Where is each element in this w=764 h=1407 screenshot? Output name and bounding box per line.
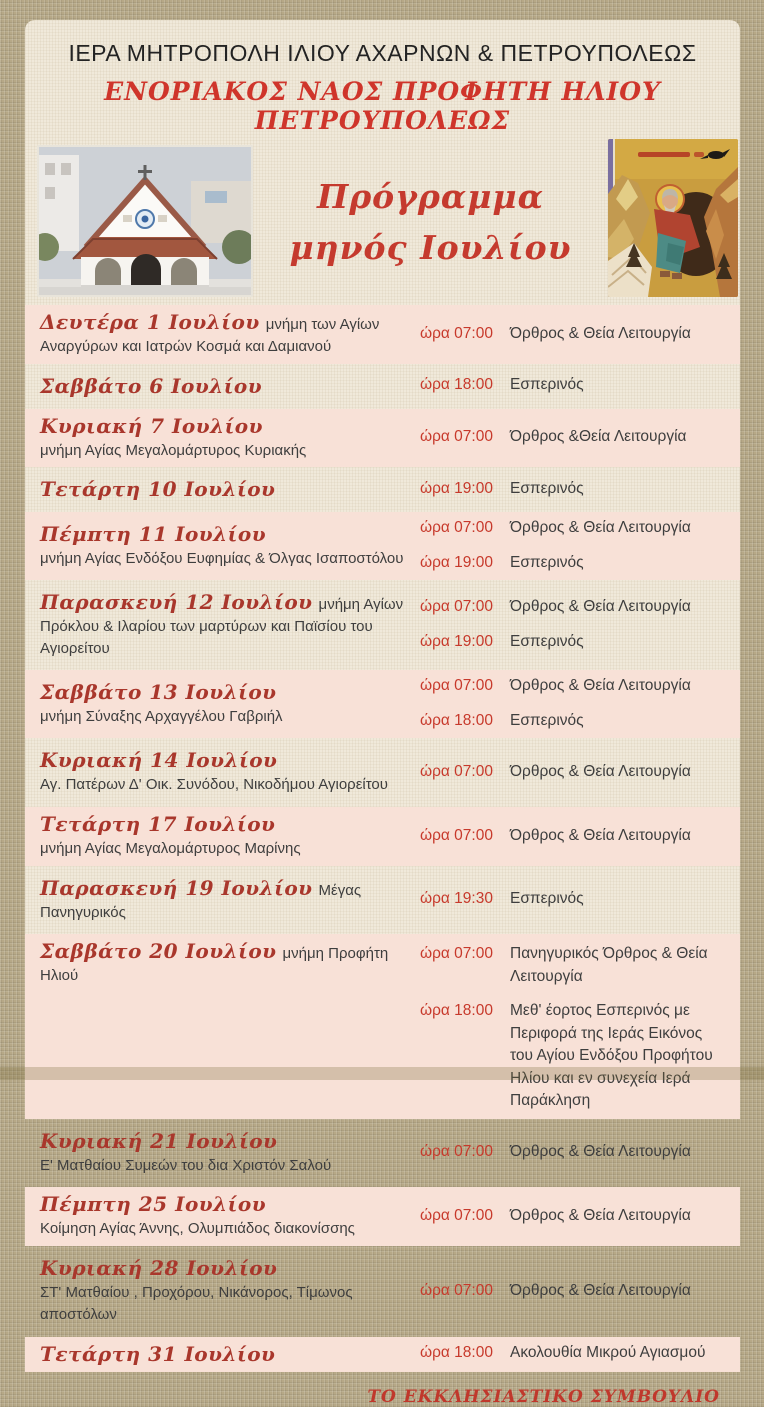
row-entries <box>420 596 728 653</box>
service-label: Όρθρος & Θεία Λειτουργία <box>510 1281 691 1299</box>
parish-title: ΕΝΟΡΙΑΚΟΣ ΝΑΟΣ ΠΡΟΦΗΤΗ ΗΛΙΟΥ ΠΕΤΡΟΥΠΟΛΕΩΣ <box>104 77 661 135</box>
row-description: μνήμη Αγίας Μεγαλομάρτυρος Κυριακής <box>40 441 307 459</box>
schedule-entry <box>420 1141 728 1163</box>
service-label: Όρθρος & Θεία Λειτουργία <box>510 598 691 616</box>
schedule-entry <box>420 888 728 910</box>
service-label: Όρθρος & Θεία Λειτουργία <box>510 763 691 781</box>
schedule-row <box>25 1337 740 1372</box>
metropolis-title: ΙΕΡΑ ΜΗΤΡΟΠΟΛΗ ΙΛΙΟΥ ΑΧΑΡΝΩΝ & ΠΕΤΡΟΥΠΟΛΕΩΣ <box>68 40 697 66</box>
schedule-entry <box>420 943 728 988</box>
time-label: ώρα 19:00 <box>420 632 493 650</box>
row-date: Κυριακή 28 Ιουλίου <box>40 1256 278 1281</box>
row-date: Πέμπτη 25 Ιουλίου <box>40 1192 267 1217</box>
row-date-description <box>40 680 420 728</box>
time-label: ώρα 19:00 <box>420 553 493 571</box>
schedule-entry <box>420 323 728 345</box>
row-date: Παρασκευή 12 Ιουλίου <box>40 590 313 615</box>
row-entries <box>420 1280 728 1302</box>
schedule-entry <box>420 710 728 732</box>
row-date-description <box>40 939 420 987</box>
time-label: ώρα 07:00 <box>420 1281 493 1299</box>
row-description: μνήμη Αγίας Μεγαλομάρτυρος Μαρίνης <box>40 840 301 858</box>
row-description: Αγ. Πατέρων Δ' Οικ. Συνόδου, Νικοδήμου Αγιορείτου <box>40 776 388 794</box>
service-label: Όρθρος & Θεία Λειτουργία <box>510 677 691 695</box>
service-label: Εσπερινός <box>510 553 584 571</box>
service-label: Όρθρος &Θεία Λειτουργία <box>510 428 687 446</box>
row-date: Κυριακή 7 Ιουλίου <box>40 413 263 438</box>
row-description: ΣΤ' Ματθαίου , Προχόρου, Νικάνορος, Τίμωνος αποστόλων <box>40 1284 353 1323</box>
schedule-row <box>25 305 740 364</box>
service-label: Εσπερινός <box>510 632 584 650</box>
church-photo <box>37 145 253 297</box>
program-title <box>253 145 608 273</box>
row-description: μνήμη Προφήτη Ηλιού <box>40 945 389 985</box>
row-entries <box>420 1205 728 1227</box>
row-entries <box>420 478 728 500</box>
time-label: ώρα 07:00 <box>420 428 493 446</box>
time-label: ώρα 07:00 <box>420 677 493 695</box>
row-entries <box>420 1141 728 1163</box>
program-title-line1: Πρόγραμμα <box>317 177 544 216</box>
schedule-row <box>25 807 740 866</box>
schedule-entry <box>420 1280 728 1302</box>
schedule-row <box>25 871 740 930</box>
row-date: Σαββάτο 6 Ιουλίου <box>40 373 263 398</box>
row-description: μνήμη Αγίας Ενδόξου Ευφημίας & Όλγας Ισαποστόλου <box>40 549 404 567</box>
schedule-row <box>25 369 740 404</box>
service-label: Όρθρος & Θεία Λειτουργία <box>510 1143 691 1161</box>
schedule-entry <box>420 517 728 539</box>
program-title-line2: μηνός Ιουλίου <box>289 228 572 268</box>
schedule-entry <box>420 825 728 847</box>
time-label: ώρα 07:00 <box>420 1207 493 1225</box>
row-date: Τετάρτη 17 Ιουλίου <box>40 812 276 837</box>
row-date-description <box>40 1256 420 1326</box>
row-entries <box>420 761 728 783</box>
time-label: ώρα 19:00 <box>420 480 493 498</box>
row-date-description <box>40 876 420 924</box>
schedule <box>25 305 740 1372</box>
time-label: ώρα 18:00 <box>420 1344 493 1362</box>
row-description: μνήμη των Αγίων Αναργύρων και Ιατρών Κοσμά και Δαμιανού <box>40 316 380 355</box>
row-date-description <box>40 414 420 462</box>
row-date-description <box>40 374 420 398</box>
time-label: ώρα 18:00 <box>420 711 493 729</box>
hero-section <box>25 143 740 297</box>
row-date: Δευτέρα 1 Ιουλίου <box>40 310 260 334</box>
row-entries <box>420 426 728 448</box>
row-date: Τετάρτη 10 Ιουλίου <box>40 477 276 502</box>
service-label: Μεθ' έορτος Εσπερινός με Περιφορά της Ιεράς Εικόνος του Αγίου Ενδόξου Προφήτου Ηλίου και εν συνεχεία Ιερά Παράκληση <box>510 1002 713 1110</box>
row-description: Μέγας Πανηγυρικός <box>40 881 362 921</box>
service-label: Εσπερινός <box>510 480 584 498</box>
row-entries <box>420 939 728 1112</box>
row-date: Σαββάτο 20 Ιουλίου <box>40 939 277 964</box>
row-date-description <box>40 1192 420 1240</box>
row-description: Κοίμηση Αγίας Άννης, Ολυμπιάδος διακονίσσης <box>40 1220 355 1238</box>
row-date-description <box>40 1342 420 1366</box>
service-label: Εσπερινός <box>510 376 584 394</box>
row-entries <box>420 517 728 574</box>
service-label: Ακολουθία Μικρού Αγιασμού <box>510 1344 706 1362</box>
row-date-description <box>40 477 420 501</box>
row-entries <box>420 374 728 396</box>
row-date: Σαββάτο 13 Ιουλίου <box>40 680 277 705</box>
service-label: Όρθρος & Θεία Λειτουργία <box>510 324 691 342</box>
schedule-row <box>25 1251 740 1332</box>
schedule-entry <box>420 478 728 500</box>
row-description: μνήμη Αγίων Πρόκλου & Ιλαρίου των μαρτύρων και Παϊσίου του Αγιορείτου <box>40 596 404 657</box>
time-label: ώρα 07:00 <box>420 945 493 963</box>
row-date-description <box>40 1129 420 1177</box>
row-description: Ε' Ματθαίου Συμεών του δια Χριστόν Σαλού <box>40 1156 332 1174</box>
service-label: Πανηγυρικός Όρθρος & Θεία Λειτουργία <box>510 945 708 985</box>
church-photo-illustration <box>39 147 251 295</box>
row-description: μνήμη Σύναξης Αρχαγγέλου Γαβριήλ <box>40 708 283 726</box>
row-date-description <box>40 310 420 358</box>
row-date: Κυριακή 21 Ιουλίου <box>40 1128 278 1153</box>
row-date: Πέμπτη 11 Ιουλίου <box>40 521 267 546</box>
schedule-entry <box>420 675 728 697</box>
time-label: ώρα 07:00 <box>420 598 493 616</box>
schedule-entry <box>420 552 728 574</box>
service-label: Εσπερινός <box>510 890 584 908</box>
row-entries <box>420 825 728 847</box>
row-date: Παρασκευή 19 Ιουλίου <box>40 875 313 900</box>
row-date-description <box>40 522 420 570</box>
time-label: ώρα 18:00 <box>420 376 493 394</box>
schedule-entry <box>420 1205 728 1227</box>
row-entries <box>420 888 728 910</box>
row-date-description <box>40 590 420 659</box>
row-entries <box>420 675 728 732</box>
time-label: ώρα 07:00 <box>420 324 493 342</box>
prophet-elijah-icon <box>608 139 738 297</box>
schedule-row <box>25 409 740 468</box>
time-label: ώρα 18:00 <box>420 1002 493 1020</box>
schedule-row <box>25 472 740 507</box>
schedule-row <box>25 1124 740 1183</box>
row-entries <box>420 323 728 345</box>
schedule-row <box>25 670 740 738</box>
schedule-row <box>25 585 740 665</box>
row-date: Κυριακή 14 Ιουλίου <box>40 748 278 773</box>
service-label: Όρθρος & Θεία Λειτουργία <box>510 1207 691 1225</box>
service-label: Εσπερινός <box>510 711 584 729</box>
schedule-row <box>25 934 740 1118</box>
schedule-entry <box>420 596 728 618</box>
time-label: ώρα 07:00 <box>420 826 493 844</box>
schedule-row <box>25 512 740 580</box>
schedule-entry <box>420 374 728 396</box>
time-label: ώρα 07:00 <box>420 1143 493 1161</box>
schedule-entry <box>420 631 728 653</box>
row-date: Τετάρτη 31 Ιουλίου <box>40 1341 276 1366</box>
row-entries <box>420 1342 728 1364</box>
schedule-entry <box>420 426 728 448</box>
time-label: ώρα 07:00 <box>420 519 493 537</box>
row-date-description <box>40 812 420 860</box>
time-label: ώρα 19:30 <box>420 890 493 908</box>
schedule-entry <box>420 1342 728 1364</box>
schedule-entry <box>420 1000 728 1112</box>
time-label: ώρα 07:00 <box>420 763 493 781</box>
bottom-border-band <box>0 1067 764 1080</box>
service-label: Όρθρος & Θεία Λειτουργία <box>510 826 691 844</box>
schedule-entry <box>420 761 728 783</box>
council-signature: ΤΟ ΕΚΚΛΗΣΙΑΣΤΙΚΟ ΣΥΜΒΟΥΛΙΟ <box>367 1386 720 1407</box>
row-date-description <box>40 748 420 796</box>
schedule-row <box>25 743 740 802</box>
schedule-row <box>25 1187 740 1246</box>
program-poster <box>25 20 740 1407</box>
service-label: Όρθρος & Θεία Λειτουργία <box>510 519 691 537</box>
prophet-elijah-icon-illustration <box>608 139 738 297</box>
